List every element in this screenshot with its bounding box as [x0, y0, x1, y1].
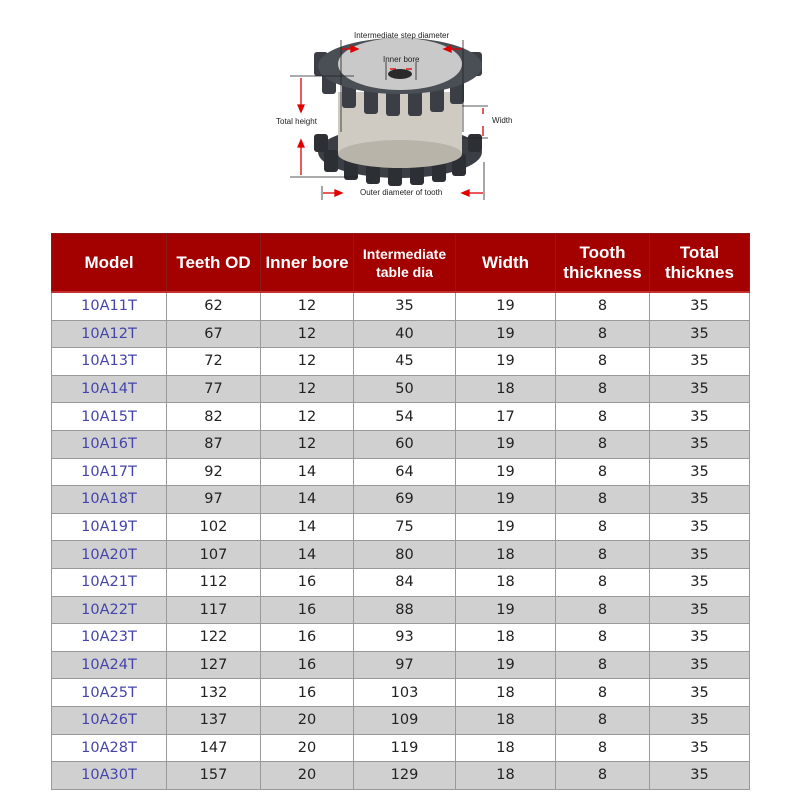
cell-tooth-thickness: 8 — [556, 375, 650, 403]
cell-inner-bore: 16 — [261, 624, 354, 652]
cell-model: 10A24T — [52, 651, 167, 679]
cell-intermediate-table-dia: 129 — [354, 762, 456, 790]
table-row — [52, 762, 750, 790]
cell-total-thickness: 35 — [650, 375, 750, 403]
cell-inner-bore: 12 — [261, 430, 354, 458]
cell-tooth-thickness: 8 — [556, 458, 650, 486]
cell-total-thickness: 35 — [650, 541, 750, 569]
table-row — [52, 458, 750, 486]
double-sprocket-illustration — [262, 22, 538, 208]
cell-model: 10A20T — [52, 541, 167, 569]
cell-inner-bore: 16 — [261, 679, 354, 707]
header-teeth-od — [167, 234, 261, 293]
cell-model: 10A13T — [52, 348, 167, 376]
cell-inner-bore: 16 — [261, 651, 354, 679]
cell-tooth-thickness: 8 — [556, 320, 650, 348]
cell-intermediate-table-dia: 103 — [354, 679, 456, 707]
cell-width: 18 — [456, 679, 556, 707]
cell-tooth-thickness: 8 — [556, 541, 650, 569]
cell-model: 10A22T — [52, 596, 167, 624]
header-text: Total — [679, 242, 720, 262]
cell-tooth-thickness: 8 — [556, 734, 650, 762]
cell-total-thickness: 35 — [650, 568, 750, 596]
cell-intermediate-table-dia: 88 — [354, 596, 456, 624]
header-text: Intermediate — [362, 245, 447, 262]
cell-total-thickness: 35 — [650, 706, 750, 734]
cell-width: 17 — [456, 403, 556, 431]
cell-total-thickness: 35 — [650, 458, 750, 486]
header-text: thickness — [563, 262, 642, 282]
cell-teeth-od: 132 — [167, 679, 261, 707]
table-row — [52, 486, 750, 514]
header-total-thickness — [650, 234, 750, 293]
cell-teeth-od: 117 — [167, 596, 261, 624]
cell-model: 10A17T — [52, 458, 167, 486]
cell-model: 10A12T — [52, 320, 167, 348]
table-body — [52, 292, 750, 789]
cell-inner-bore: 20 — [261, 734, 354, 762]
header-tooth-thickness — [556, 234, 650, 293]
cell-width: 19 — [456, 651, 556, 679]
cell-width: 19 — [456, 513, 556, 541]
cell-total-thickness: 35 — [650, 320, 750, 348]
table-row — [52, 292, 750, 320]
cell-total-thickness: 35 — [650, 430, 750, 458]
header-text: table dia — [376, 263, 433, 280]
table-row — [52, 706, 750, 734]
cell-inner-bore: 14 — [261, 513, 354, 541]
cell-total-thickness: 35 — [650, 292, 750, 320]
cell-inner-bore: 12 — [261, 292, 354, 320]
cell-total-thickness: 35 — [650, 403, 750, 431]
cell-width: 18 — [456, 734, 556, 762]
table-row — [52, 651, 750, 679]
cell-width: 18 — [456, 568, 556, 596]
cell-teeth-od: 97 — [167, 486, 261, 514]
cell-tooth-thickness: 8 — [556, 679, 650, 707]
cell-model: 10A15T — [52, 403, 167, 431]
cell-width: 19 — [456, 430, 556, 458]
cell-inner-bore: 20 — [261, 706, 354, 734]
cell-teeth-od: 107 — [167, 541, 261, 569]
cell-inner-bore: 12 — [261, 320, 354, 348]
cell-total-thickness: 35 — [650, 679, 750, 707]
cell-model: 10A25T — [52, 679, 167, 707]
cell-total-thickness: 35 — [650, 348, 750, 376]
table-row — [52, 596, 750, 624]
table-row — [52, 679, 750, 707]
cell-intermediate-table-dia: 54 — [354, 403, 456, 431]
cell-tooth-thickness: 8 — [556, 624, 650, 652]
table-row — [52, 624, 750, 652]
cell-teeth-od: 62 — [167, 292, 261, 320]
header-text: Tooth — [579, 242, 626, 262]
cell-total-thickness: 35 — [650, 624, 750, 652]
cell-tooth-thickness: 8 — [556, 403, 650, 431]
header-intermediate-table-dia — [354, 234, 456, 293]
cell-inner-bore: 16 — [261, 568, 354, 596]
cell-model: 10A26T — [52, 706, 167, 734]
header-width — [456, 234, 556, 293]
cell-total-thickness: 35 — [650, 486, 750, 514]
cell-teeth-od: 92 — [167, 458, 261, 486]
cell-width: 19 — [456, 348, 556, 376]
cell-model: 10A19T — [52, 513, 167, 541]
header-text: Model — [84, 252, 134, 272]
label-step-diameter: Intermediate step diameter — [354, 31, 450, 40]
cell-intermediate-table-dia: 119 — [354, 734, 456, 762]
cell-total-thickness: 35 — [650, 762, 750, 790]
sprocket-spec-table — [51, 233, 750, 790]
cell-width: 18 — [456, 624, 556, 652]
cell-width: 19 — [456, 486, 556, 514]
cell-intermediate-table-dia: 40 — [354, 320, 456, 348]
cell-intermediate-table-dia: 60 — [354, 430, 456, 458]
cell-intermediate-table-dia: 84 — [354, 568, 456, 596]
cell-inner-bore: 14 — [261, 541, 354, 569]
cell-intermediate-table-dia: 45 — [354, 348, 456, 376]
cell-model: 10A30T — [52, 762, 167, 790]
table-row — [52, 734, 750, 762]
cell-teeth-od: 122 — [167, 624, 261, 652]
table-row — [52, 430, 750, 458]
label-total-height: Total height — [276, 117, 317, 126]
cell-tooth-thickness: 8 — [556, 762, 650, 790]
cell-tooth-thickness: 8 — [556, 430, 650, 458]
cell-inner-bore: 12 — [261, 403, 354, 431]
cell-teeth-od: 77 — [167, 375, 261, 403]
cell-intermediate-table-dia: 35 — [354, 292, 456, 320]
cell-intermediate-table-dia: 64 — [354, 458, 456, 486]
cell-width: 18 — [456, 375, 556, 403]
cell-teeth-od: 87 — [167, 430, 261, 458]
cell-width: 19 — [456, 596, 556, 624]
cell-intermediate-table-dia: 50 — [354, 375, 456, 403]
table-row — [52, 320, 750, 348]
cell-width: 18 — [456, 762, 556, 790]
cell-width: 19 — [456, 292, 556, 320]
cell-total-thickness: 35 — [650, 734, 750, 762]
cell-teeth-od: 67 — [167, 320, 261, 348]
cell-teeth-od: 147 — [167, 734, 261, 762]
table-row — [52, 541, 750, 569]
cell-inner-bore: 16 — [261, 596, 354, 624]
sprocket-diagram — [262, 22, 538, 208]
cell-intermediate-table-dia: 109 — [354, 706, 456, 734]
cell-tooth-thickness: 8 — [556, 706, 650, 734]
table-row — [52, 513, 750, 541]
cell-inner-bore: 20 — [261, 762, 354, 790]
cell-teeth-od: 112 — [167, 568, 261, 596]
cell-total-thickness: 35 — [650, 651, 750, 679]
cell-teeth-od: 82 — [167, 403, 261, 431]
cell-model: 10A16T — [52, 430, 167, 458]
cell-total-thickness: 35 — [650, 596, 750, 624]
cell-model: 10A14T — [52, 375, 167, 403]
header-text: Inner bore — [265, 252, 349, 272]
table-header — [52, 234, 750, 293]
table-row — [52, 375, 750, 403]
header-text: thicknes — [665, 262, 734, 282]
header-text: Teeth OD — [176, 252, 251, 272]
header-text: Width — [481, 252, 530, 272]
cell-intermediate-table-dia: 97 — [354, 651, 456, 679]
cell-teeth-od: 137 — [167, 706, 261, 734]
label-inner-bore: Inner bore — [383, 55, 420, 64]
cell-total-thickness: 35 — [650, 513, 750, 541]
cell-model: 10A18T — [52, 486, 167, 514]
label-outer-diameter: Outer diameter of tooth — [360, 188, 443, 197]
cell-model: 10A28T — [52, 734, 167, 762]
cell-intermediate-table-dia: 80 — [354, 541, 456, 569]
cell-tooth-thickness: 8 — [556, 651, 650, 679]
cell-width: 18 — [456, 541, 556, 569]
cell-inner-bore: 14 — [261, 458, 354, 486]
cell-intermediate-table-dia: 93 — [354, 624, 456, 652]
cell-tooth-thickness: 8 — [556, 596, 650, 624]
table-row — [52, 348, 750, 376]
cell-model: 10A21T — [52, 568, 167, 596]
cell-tooth-thickness: 8 — [556, 486, 650, 514]
header-inner-bore — [261, 234, 354, 293]
cell-width: 19 — [456, 320, 556, 348]
cell-tooth-thickness: 8 — [556, 568, 650, 596]
cell-intermediate-table-dia: 69 — [354, 486, 456, 514]
label-width: Width — [492, 116, 513, 125]
cell-inner-bore: 14 — [261, 486, 354, 514]
cell-teeth-od: 72 — [167, 348, 261, 376]
cell-teeth-od: 127 — [167, 651, 261, 679]
cell-tooth-thickness: 8 — [556, 513, 650, 541]
cell-model: 10A11T — [52, 292, 167, 320]
cell-model: 10A23T — [52, 624, 167, 652]
cell-intermediate-table-dia: 75 — [354, 513, 456, 541]
cell-teeth-od: 102 — [167, 513, 261, 541]
table-row — [52, 568, 750, 596]
cell-width: 19 — [456, 458, 556, 486]
cell-inner-bore: 12 — [261, 375, 354, 403]
cell-teeth-od: 157 — [167, 762, 261, 790]
cell-inner-bore: 12 — [261, 348, 354, 376]
header-model — [52, 234, 167, 293]
cell-width: 18 — [456, 706, 556, 734]
table-row — [52, 403, 750, 431]
cell-tooth-thickness: 8 — [556, 292, 650, 320]
cell-tooth-thickness: 8 — [556, 348, 650, 376]
